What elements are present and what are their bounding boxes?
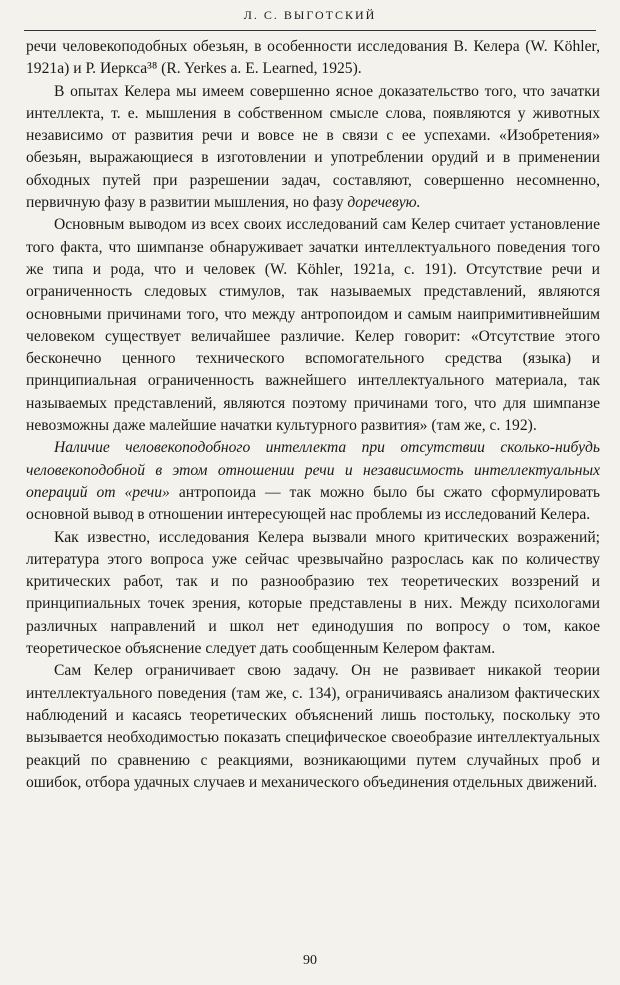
paragraph-4-text: антропоида — так можно было бы сжато сформулировать основной вывод в отношении интересующей нас проблемы из исследований Келера. (26, 483, 600, 524)
paragraph-6: Сам Келер ограничивает свою задачу. Он не развивает никакой теории интеллектуального поведения (там же, с. 134), ограничиваясь анализом фактических наблюдений и касаясь теоретических объяснений лишь постольку, поскольку это вызывается необходимостью показать специфическое своеобразие интеллектуальных реакций по сравнению с реакциями, возникающими путем случайных проб и ошибок, отбора удачных случаев и механического объединения отдельных движений. (26, 662, 600, 791)
header-rule (24, 30, 596, 31)
page-number: 90 (303, 953, 317, 968)
paragraph-2 (26, 81, 600, 215)
paragraph-2-emphasis: доречевую. (347, 194, 421, 212)
paragraph-1: речи человекоподобных обезьян, в особенности исследования В. Келера (W. Köhler, 1921a) и Р. Иеркса³⁸ (R. Yerkes a. E. Learned, 1925). (26, 38, 600, 78)
running-head: Л. С. ВЫГОТСКИЙ (243, 8, 377, 22)
paragraph-4-emphasis: Наличие человекоподобного интеллекта при отсутствии сколько-нибудь человекоподобной в этом отношении речи и независимость интеллектуальных операций от «речи» (26, 439, 600, 501)
paragraph-5: Как известно, исследования Келера вызвали много критических возражений; литература этого вопроса уже сейчас чрезвычайно разрослась как по количеству критических работ, так и по разнообразию тех теоретических воззрений и принципиальных точек зрения, которые представлены в них. Между психологами различных направлений и школ нет единодушия по вопросу о том, какое теоретическое объяснение следует дать сообщенным Келером фактам. (26, 528, 600, 658)
paragraph-2-text: В опытах Келера мы имеем совершенно ясное доказательство того, что зачатки интеллекта, т. е. мышления в собственном смысле слова, появляются у животных независимо от развития речи и вовсе не в связи с ее успехами. «Изобретения» обезьян, выражающиеся в изготовлении и употреблении орудий и в применении обходных путей при разрешении задач, составляют, совершенно несомненно, первичную фазу в развитии мышления, но фазу (26, 82, 600, 212)
paragraph-4 (26, 437, 600, 526)
body-text (26, 36, 600, 794)
paragraph-3: Основным выводом из всех своих исследований сам Келер считает установление того факта, что шимпанзе обнаруживает зачатки интеллектуального поведения того же типа и рода, что и человек (W. Köhler, 1921a, с. 191). Отсутствие речи и ограниченность следовых стимулов, так называемых представлений, являются основными причинами того, что между антропоидом и самым наипримитивнейшим человеком существует величайшее различие. Келер говорит: «Отсутствие этого бесконечно ценного технического вспомогательного средства (языка) и принципиальная ограниченность важнейшего интеллектуального материала, так называемых представлений, являются поэтому причинами того, что для шимпанзе невозможны даже малейшие начатки культурного развития» (там же, с. 192). (26, 216, 600, 435)
